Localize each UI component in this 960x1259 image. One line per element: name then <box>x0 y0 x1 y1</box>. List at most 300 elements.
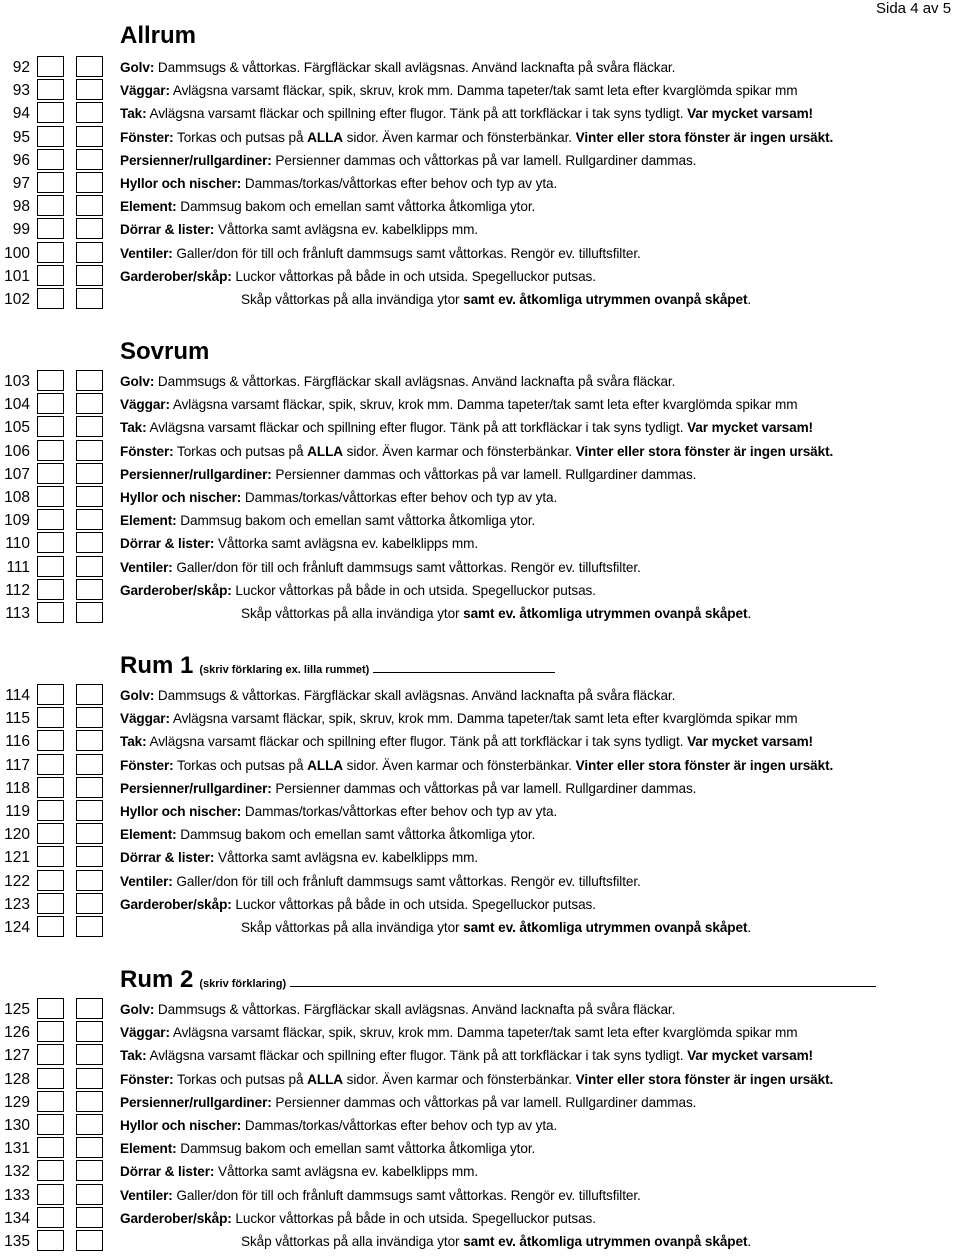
task-text: Luckor våttorkas på både in och utsida. Spegelluckor putsas. <box>231 268 596 284</box>
section-title-text: Rum 2 <box>120 966 194 993</box>
checkbox[interactable] <box>76 288 103 309</box>
checkbox[interactable] <box>37 416 64 437</box>
checklist-row <box>0 370 960 393</box>
checklist-row <box>0 823 960 846</box>
checkbox[interactable] <box>76 1021 103 1042</box>
checklist-row <box>0 1137 960 1160</box>
checkbox[interactable] <box>37 823 64 844</box>
task-label: Fönster: <box>120 443 174 459</box>
task-label: Golv: <box>120 60 155 75</box>
task-label: ALLA <box>307 1071 343 1087</box>
checkbox[interactable] <box>37 440 64 461</box>
task-description <box>120 486 557 509</box>
task-label: Vinter eller stora fönster är ingen ursäkt. <box>575 757 834 773</box>
checkbox[interactable] <box>76 998 103 1019</box>
task-description <box>120 754 833 777</box>
task-text: Luckor våttorkas på både in och utsida. Spegelluckor putsas. <box>231 582 596 598</box>
task-description <box>120 218 478 241</box>
task-text: Avlägsna varsamt fläckar och spillning efter flugor. Tänk på att torkfläckar i tak syns tydligt. <box>146 420 688 436</box>
checkbox[interactable] <box>76 556 103 577</box>
task-label: Persienner/rullgardiner: <box>120 1094 272 1110</box>
checkbox[interactable] <box>76 102 103 123</box>
checkbox[interactable] <box>37 102 64 123</box>
row-number: 113 <box>5 605 30 622</box>
checkbox[interactable] <box>76 532 103 553</box>
task-description <box>120 126 833 149</box>
checkbox[interactable] <box>37 1160 64 1181</box>
task-text: Dammsugs & våttorkas. Färgfläckar skall avlägsnas. Använd lacknafta på svåra fläckar. <box>154 1002 676 1017</box>
checkbox[interactable] <box>37 265 64 286</box>
checkbox[interactable] <box>76 509 103 530</box>
task-label: Element: <box>120 1141 177 1157</box>
checkbox[interactable] <box>37 1068 64 1089</box>
task-text: . <box>747 606 752 621</box>
task-description <box>120 823 535 846</box>
task-text: Dammsug bakom och emellan samt våttorka åtkomliga ytor. <box>176 513 536 529</box>
checkbox[interactable] <box>37 370 64 391</box>
checkbox[interactable] <box>37 56 64 77</box>
checkbox[interactable] <box>37 556 64 577</box>
task-text: Dammsugs & våttorkas. Färgfläckar skall avlägsnas. Använd lacknafta på svåra fläckar. <box>154 374 676 389</box>
checkbox[interactable] <box>76 1091 103 1112</box>
task-description <box>120 730 813 753</box>
task-text: Galler/don för till och frånluft dammsugs samt våttorkas. Rengör ev. tilluftsfilter. <box>172 873 641 889</box>
checkbox[interactable] <box>76 1184 103 1205</box>
checkbox[interactable] <box>76 1044 103 1065</box>
task-description <box>120 1091 696 1114</box>
row-number: 96 <box>12 151 30 169</box>
task-description <box>241 602 751 625</box>
checkbox[interactable] <box>76 1160 103 1181</box>
row-number: 122 <box>4 872 30 890</box>
checkbox[interactable] <box>76 463 103 484</box>
section-title-text: Rum 1 <box>120 652 194 679</box>
checkbox[interactable] <box>76 370 103 391</box>
row-number: 100 <box>4 244 30 262</box>
checkbox[interactable] <box>37 172 64 193</box>
task-description <box>120 1184 641 1207</box>
checkbox[interactable] <box>37 1207 64 1228</box>
task-label: Persienner/rullgardiner: <box>120 780 272 796</box>
section-title-note: (skriv förklaring ex. lilla rummet) <box>199 664 370 676</box>
task-description <box>120 440 833 463</box>
checkbox[interactable] <box>76 218 103 239</box>
checkbox[interactable] <box>37 1114 64 1135</box>
checkbox[interactable] <box>76 149 103 170</box>
task-label: Var mycket varsam! <box>687 106 813 122</box>
task-label: Ventiler: <box>120 245 173 261</box>
checkbox[interactable] <box>76 440 103 461</box>
task-description <box>120 265 596 288</box>
checkbox[interactable] <box>37 1137 64 1158</box>
task-description <box>120 1068 833 1091</box>
row-number: 132 <box>4 1163 30 1181</box>
task-description <box>120 532 478 555</box>
checkbox[interactable] <box>76 579 103 600</box>
task-description <box>120 509 535 532</box>
row-number: 101 <box>4 267 30 285</box>
section-title <box>120 22 196 50</box>
checkbox[interactable] <box>37 1044 64 1065</box>
checkbox[interactable] <box>37 870 64 891</box>
task-text: sidor. Även karmar och fönsterbänkar. <box>343 1071 576 1087</box>
checklist-row <box>0 532 960 555</box>
task-description <box>120 370 675 393</box>
task-text: Våttorka samt avlägsna ev. kabelklipps mm. <box>214 222 479 238</box>
checkbox[interactable] <box>37 707 64 728</box>
checkbox[interactable] <box>76 916 103 937</box>
task-text: sidor. Även karmar och fönsterbänkar. <box>343 757 576 773</box>
task-description <box>241 288 751 311</box>
checklist-row <box>0 846 960 869</box>
task-text: sidor. Även karmar och fönsterbänkar. <box>343 129 576 145</box>
task-description <box>120 416 813 439</box>
task-description <box>120 870 641 893</box>
task-label: Ventiler: <box>120 1187 173 1203</box>
checklist-row <box>0 416 960 439</box>
checklist-row <box>0 754 960 777</box>
task-label: Väggar: <box>120 397 170 413</box>
task-label: Element: <box>120 827 177 843</box>
row-number: 93 <box>12 82 30 100</box>
checklist-row <box>0 777 960 800</box>
row-number: 112 <box>5 581 30 599</box>
row-number: 106 <box>4 442 30 460</box>
task-label: Tak: <box>120 420 147 436</box>
task-description <box>120 149 696 172</box>
checklist-row <box>0 1091 960 1114</box>
row-number: 111 <box>6 558 30 576</box>
task-text: Dammsug bakom och emellan samt våttorka åtkomliga ytor. <box>176 199 536 215</box>
task-text: Dammsugs & våttorkas. Färgfläckar skall avlägsnas. Använd lacknafta på svåra fläckar. <box>154 688 676 703</box>
checklist-row <box>0 126 960 149</box>
task-text: Avlägsna varsamt fläckar och spillning efter flugor. Tänk på att torkfläckar i tak syns tydligt. <box>146 734 688 750</box>
row-number: 94 <box>12 105 30 123</box>
checklist-row <box>0 102 960 125</box>
checkbox[interactable] <box>37 532 64 553</box>
checkbox[interactable] <box>37 602 64 623</box>
checkbox[interactable] <box>76 754 103 775</box>
row-number: 109 <box>4 512 30 530</box>
task-label: Tak: <box>120 1048 147 1064</box>
row-number: 131 <box>4 1140 30 1158</box>
checklist-row <box>0 1114 960 1137</box>
row-number: 119 <box>5 803 30 820</box>
task-label: Garderober/skåp: <box>120 582 232 598</box>
task-text: sidor. Även karmar och fönsterbänkar. <box>343 443 576 459</box>
checklist-row <box>0 707 960 730</box>
checkbox[interactable] <box>37 1091 64 1112</box>
checkbox[interactable] <box>76 846 103 867</box>
task-label: Hyllor och nischer: <box>120 490 242 505</box>
task-label: ALLA <box>307 443 343 459</box>
task-label: samt ev. åtkomliga utrymmen ovanpå skåpet <box>463 292 748 307</box>
row-number: 121 <box>4 849 30 867</box>
row-number: 125 <box>4 1001 30 1018</box>
checkbox[interactable] <box>76 684 103 705</box>
task-label: ALLA <box>307 757 343 773</box>
checkbox[interactable] <box>37 1021 64 1042</box>
checkbox[interactable] <box>76 486 103 507</box>
checkbox[interactable] <box>37 777 64 798</box>
checkbox[interactable] <box>37 218 64 239</box>
row-number: 97 <box>12 175 30 192</box>
task-text: . <box>747 920 752 935</box>
section-title-text: Sovrum <box>120 338 210 365</box>
row-number: 107 <box>4 465 30 483</box>
checkbox[interactable] <box>37 463 64 484</box>
checkbox[interactable] <box>76 195 103 216</box>
checklist-row <box>0 602 960 625</box>
task-text: Skåp våttorkas på alla invändiga ytor <box>241 920 464 935</box>
task-text: Dammsugs & våttorkas. Färgfläckar skall avlägsnas. Använd lacknafta på svåra fläckar. <box>154 60 676 75</box>
row-number: 126 <box>4 1024 30 1042</box>
checkbox[interactable] <box>37 149 64 170</box>
checkbox[interactable] <box>37 1184 64 1205</box>
checkbox[interactable] <box>76 730 103 751</box>
task-text: Skåp våttorkas på alla invändiga ytor <box>241 292 464 307</box>
checklist-row <box>0 579 960 602</box>
checkbox[interactable] <box>37 195 64 216</box>
checkbox[interactable] <box>76 1114 103 1135</box>
task-description <box>120 195 535 218</box>
task-description <box>120 846 478 869</box>
task-label: Persienner/rullgardiner: <box>120 466 272 482</box>
task-text: Våttorka samt avlägsna ev. kabelklipps mm. <box>214 1164 479 1180</box>
task-label: samt ev. åtkomliga utrymmen ovanpå skåpet <box>463 606 748 621</box>
checkbox[interactable] <box>37 998 64 1019</box>
task-label: Vinter eller stora fönster är ingen ursäkt. <box>575 1071 834 1087</box>
checkbox[interactable] <box>76 79 103 100</box>
task-label: Element: <box>120 513 177 529</box>
checklist-row <box>0 56 960 79</box>
row-number: 95 <box>12 128 30 146</box>
task-text: Dammsug bakom och emellan samt våttorka åtkomliga ytor. <box>176 827 536 843</box>
task-description <box>120 707 797 730</box>
task-label: Vinter eller stora fönster är ingen ursäkt. <box>575 443 834 459</box>
row-number: 108 <box>4 489 30 506</box>
checklist-row <box>0 1044 960 1067</box>
checkbox[interactable] <box>76 56 103 77</box>
checklist-row <box>0 730 960 753</box>
task-text: Avlägsna varsamt fläckar, spik, skruv, krok mm. Damma tapeter/tak samt leta efter kvarglömda spikar mm <box>169 397 798 413</box>
checklist-row <box>0 440 960 463</box>
task-text: Galler/don för till och frånluft dammsugs samt våttorkas. Rengör ev. tilluftsfilter. <box>172 559 641 575</box>
task-text: Dammas/torkas/våttorkas efter behov och typ av yta. <box>241 804 558 819</box>
section-title <box>120 338 209 366</box>
checkbox[interactable] <box>76 893 103 914</box>
task-label: Hyllor och nischer: <box>120 1118 242 1133</box>
task-text: Torkas och putsas på <box>173 129 308 145</box>
task-label: Vinter eller stora fönster är ingen ursäkt. <box>575 129 834 145</box>
checkbox[interactable] <box>37 242 64 263</box>
task-description <box>120 79 797 102</box>
row-number: 92 <box>12 59 30 76</box>
task-description <box>241 916 751 939</box>
checkbox[interactable] <box>37 509 64 530</box>
checkbox[interactable] <box>76 823 103 844</box>
checkbox[interactable] <box>76 416 103 437</box>
checklist-row <box>0 916 960 939</box>
checklist-row <box>0 172 960 195</box>
task-label: Fönster: <box>120 1071 174 1087</box>
task-text: Avlägsna varsamt fläckar, spik, skruv, krok mm. Damma tapeter/tak samt leta efter kvarglömda spikar mm <box>169 83 798 99</box>
checkbox[interactable] <box>76 1137 103 1158</box>
fill-in-line[interactable] <box>373 672 555 673</box>
task-label: Dörrar & lister: <box>120 536 215 552</box>
task-description <box>120 579 596 602</box>
task-description <box>120 242 641 265</box>
task-description <box>120 102 813 125</box>
task-label: Fönster: <box>120 757 174 773</box>
task-text: Persienner dammas och våttorkas på var lamell. Rullgardiner dammas. <box>271 1094 697 1110</box>
task-description <box>120 556 641 579</box>
checkbox[interactable] <box>37 393 64 414</box>
task-text: Dammas/torkas/våttorkas efter behov och typ av yta. <box>241 490 558 505</box>
checkbox[interactable] <box>37 916 64 937</box>
checklist-row <box>0 684 960 707</box>
checkbox[interactable] <box>76 777 103 798</box>
task-label: Väggar: <box>120 711 170 727</box>
row-number: 114 <box>5 687 30 704</box>
task-description <box>120 998 675 1021</box>
task-label: Ventiler: <box>120 559 173 575</box>
task-label: Golv: <box>120 688 155 703</box>
checkbox[interactable] <box>37 288 64 309</box>
task-description <box>120 172 557 195</box>
task-text: Galler/don för till och frånluft dammsugs samt våttorkas. Rengör ev. tilluftsfilter. <box>172 1187 641 1203</box>
task-label: Dörrar & lister: <box>120 850 215 866</box>
task-text: Avlägsna varsamt fläckar, spik, skruv, krok mm. Damma tapeter/tak samt leta efter kvarglömda spikar mm <box>169 1025 798 1041</box>
row-number: 135 <box>4 1233 30 1250</box>
checkbox[interactable] <box>76 172 103 193</box>
checkbox[interactable] <box>76 393 103 414</box>
task-text: Avlägsna varsamt fläckar och spillning efter flugor. Tänk på att torkfläckar i tak syns tydligt. <box>146 1048 688 1064</box>
task-label: Golv: <box>120 1002 155 1017</box>
checklist-row <box>0 242 960 265</box>
checkbox[interactable] <box>37 486 64 507</box>
row-number: 110 <box>5 535 30 553</box>
task-label: Var mycket varsam! <box>687 1048 813 1064</box>
checkbox[interactable] <box>37 126 64 147</box>
checkbox[interactable] <box>37 893 64 914</box>
task-text: Torkas och putsas på <box>173 443 308 459</box>
checkbox[interactable] <box>76 800 103 821</box>
task-label: Tak: <box>120 106 147 122</box>
task-text: Våttorka samt avlägsna ev. kabelklipps mm. <box>214 850 479 866</box>
task-description <box>120 463 696 486</box>
task-label: Dörrar & lister: <box>120 222 215 238</box>
task-description <box>120 800 557 823</box>
checklist-row <box>0 893 960 916</box>
task-label: Garderober/skåp: <box>120 1210 232 1226</box>
checkbox[interactable] <box>76 1207 103 1228</box>
task-text: Dammas/torkas/våttorkas efter behov och typ av yta. <box>241 1118 558 1133</box>
row-number: 124 <box>4 919 30 936</box>
task-description <box>120 1021 797 1044</box>
task-label: samt ev. åtkomliga utrymmen ovanpå skåpet <box>463 1234 748 1249</box>
task-label: Väggar: <box>120 83 170 99</box>
row-number: 134 <box>4 1209 30 1227</box>
row-number: 129 <box>4 1093 30 1111</box>
checklist-row <box>0 556 960 579</box>
task-description <box>120 1044 813 1067</box>
checkbox[interactable] <box>37 684 64 705</box>
checkbox[interactable] <box>37 730 64 751</box>
checklist-row <box>0 1230 960 1253</box>
checkbox[interactable] <box>76 707 103 728</box>
checkbox[interactable] <box>37 79 64 100</box>
row-number: 133 <box>4 1186 30 1204</box>
checklist-row <box>0 1207 960 1230</box>
task-text: Persienner dammas och våttorkas på var lamell. Rullgardiner dammas. <box>271 152 697 168</box>
checkbox[interactable] <box>76 242 103 263</box>
task-text: Avlägsna varsamt fläckar, spik, skruv, krok mm. Damma tapeter/tak samt leta efter kvarglömda spikar mm <box>169 711 798 727</box>
task-text: Torkas och putsas på <box>173 1071 308 1087</box>
task-text: Dammsug bakom och emellan samt våttorka åtkomliga ytor. <box>176 1141 536 1157</box>
checkbox[interactable] <box>76 1068 103 1089</box>
task-text: Skåp våttorkas på alla invändiga ytor <box>241 1234 464 1249</box>
checklist-row <box>0 509 960 532</box>
checkbox[interactable] <box>37 1230 64 1251</box>
checklist-row <box>0 195 960 218</box>
task-label: Hyllor och nischer: <box>120 804 242 819</box>
checkbox[interactable] <box>37 846 64 867</box>
task-text: Luckor våttorkas på både in och utsida. Spegelluckor putsas. <box>231 896 596 912</box>
task-label: Var mycket varsam! <box>687 734 813 750</box>
row-number: 98 <box>12 198 30 216</box>
row-number: 117 <box>5 756 30 774</box>
task-text: Persienner dammas och våttorkas på var lamell. Rullgardiner dammas. <box>271 466 697 482</box>
row-number: 104 <box>4 396 30 414</box>
row-number: 130 <box>4 1117 30 1134</box>
checkbox[interactable] <box>37 579 64 600</box>
checklist-row <box>0 1021 960 1044</box>
task-description <box>120 684 675 707</box>
checkbox[interactable] <box>76 1230 103 1251</box>
checkbox[interactable] <box>37 754 64 775</box>
task-text: Avlägsna varsamt fläckar och spillning efter flugor. Tänk på att torkfläckar i tak syns tydligt. <box>146 106 688 122</box>
row-number: 103 <box>4 373 30 390</box>
checklist-row <box>0 870 960 893</box>
checkbox[interactable] <box>76 602 103 623</box>
checklist-row <box>0 149 960 172</box>
task-label: Persienner/rullgardiner: <box>120 152 272 168</box>
checklist-row <box>0 265 960 288</box>
task-description <box>241 1230 751 1253</box>
row-number: 120 <box>4 826 30 844</box>
page-number: Sida 4 av 5 <box>876 0 952 17</box>
checkbox[interactable] <box>76 870 103 891</box>
checklist-row <box>0 393 960 416</box>
task-text: Luckor våttorkas på både in och utsida. Spegelluckor putsas. <box>231 1210 596 1226</box>
task-label: Element: <box>120 199 177 215</box>
checkbox[interactable] <box>76 265 103 286</box>
task-description <box>120 777 696 800</box>
section-title <box>120 966 876 994</box>
checkbox[interactable] <box>37 800 64 821</box>
task-label: Dörrar & lister: <box>120 1164 215 1180</box>
checklist-row <box>0 463 960 486</box>
fill-in-line[interactable] <box>290 986 876 987</box>
task-text: Skåp våttorkas på alla invändiga ytor <box>241 606 464 621</box>
checkbox[interactable] <box>76 126 103 147</box>
section-title-note: (skriv förklaring) <box>199 978 287 990</box>
section-title-text: Allrum <box>120 22 197 49</box>
task-label: Garderober/skåp: <box>120 896 232 912</box>
task-label: Tak: <box>120 734 147 750</box>
task-description <box>120 1114 557 1137</box>
